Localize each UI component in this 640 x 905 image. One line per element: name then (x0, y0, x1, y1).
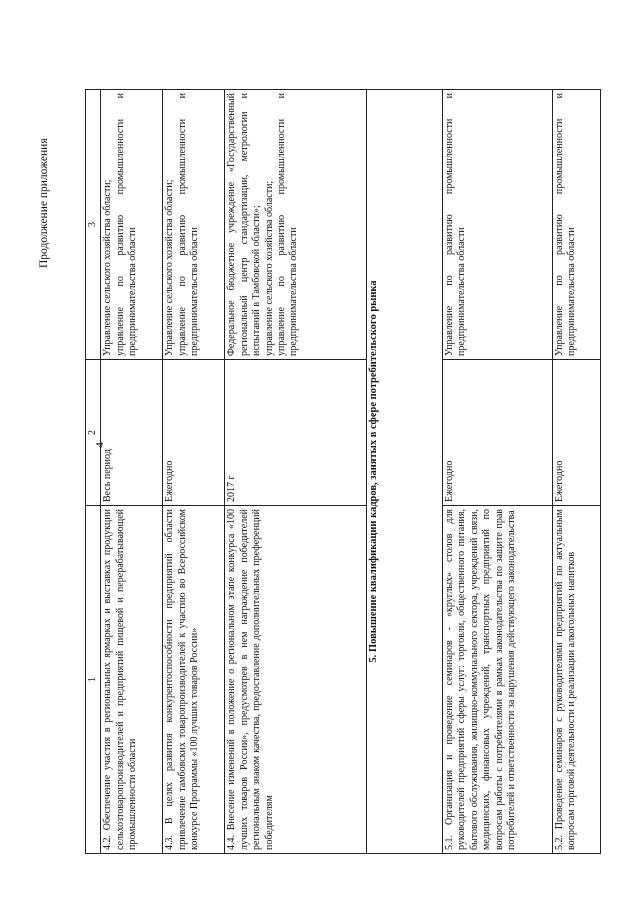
table-row (163, 90, 225, 854)
page-number: 4 (94, 442, 106, 448)
column-number-1: 1 (86, 506, 101, 854)
executor-line: Управление сельского хозяйства области; (164, 179, 176, 356)
column-number-3: 3 (86, 90, 101, 360)
continuation-title: Продолжение приложения (38, 138, 50, 268)
table-row (101, 90, 163, 854)
executor-line: управление по развитию промышленности и предпринимательства области (114, 93, 139, 356)
period-cell: Весь период (101, 360, 163, 506)
table-row (443, 90, 553, 854)
section-title: 5. Повышение квалификации кадров, занятых в сфере потребительского рынка (367, 90, 443, 854)
executor-line: Управление сельского хозяйства области; (102, 179, 114, 356)
period-cell: Ежегодно (553, 360, 601, 506)
column-number-row (86, 90, 101, 854)
executor-line: управление по развитию промышленности и предпринимательства области (176, 93, 201, 356)
section-row (367, 90, 443, 854)
event-cell: 4.4. Внесение изменений в положение о региональном этапе конкурса «100 лучших товаров России», предусмотрев в нем награждение победителей региональным знаком качества, предоставление дополнительных преференций победителям (225, 506, 367, 854)
executors-cell (225, 90, 367, 360)
event-cell: 4.2. Обеспечение участия в региональных ярмарках и выставках продукции сельхозтоваропроизводителей и предприятий пищевой и перерабатывающей промышленности области (101, 506, 163, 854)
event-cell: 4.3. В целях развития конкурентоспособности предприятий области привлечение тамбовских товаропроизводителей к участию во Всероссийском конкурсе Программы «100 лучших товаров России» (163, 506, 225, 854)
column-number-2: 2 (86, 360, 101, 506)
table-row (225, 90, 367, 854)
event-cell: 5.2. Проведение семинаров с руководителями предприятий по актуальным вопросам торговой деятельности и реализации алкогольных напитков (553, 506, 601, 854)
executors-cell (443, 90, 553, 360)
executors-cell (163, 90, 225, 360)
event-cell: 5.1. Организация и проведение семинаров - «круглых» столов для руководителей предприятий сферы услуг: торговли, общественного питания, бытового обслуживания, жилищно-коммунального сектора, учреждений связи, медицинских, финансовых учреждений, транспортных предприятий по вопросам работы с потребителями в рамках законодательства по защите прав потребителей и ответственности за нарушения действующего законодательства (443, 506, 553, 854)
rotated-table-container (85, 90, 601, 854)
executor-line: Управление по развитию промышленности и предпринимательства области (554, 93, 578, 356)
period-cell: Ежегодно (163, 360, 225, 506)
executor-line: управление по развитию промышленности и предпринимательства области (276, 93, 300, 356)
executor-line: Федеральное бюджетное учреждение «Государственный региональный центр стандартизации, метрологии и испытаний в Тамбовской области»; (226, 93, 263, 356)
table-row (553, 90, 601, 854)
executor-line: управление сельского хозяйства области; (263, 180, 275, 356)
executor-line: Управление по развитию промышленности и предпринимательства области (444, 93, 468, 356)
executors-cell (553, 90, 601, 360)
executors-cell (101, 90, 163, 360)
events-table (85, 89, 601, 854)
period-cell: Ежегодно (443, 360, 553, 506)
period-cell: 2017 г (225, 360, 367, 506)
